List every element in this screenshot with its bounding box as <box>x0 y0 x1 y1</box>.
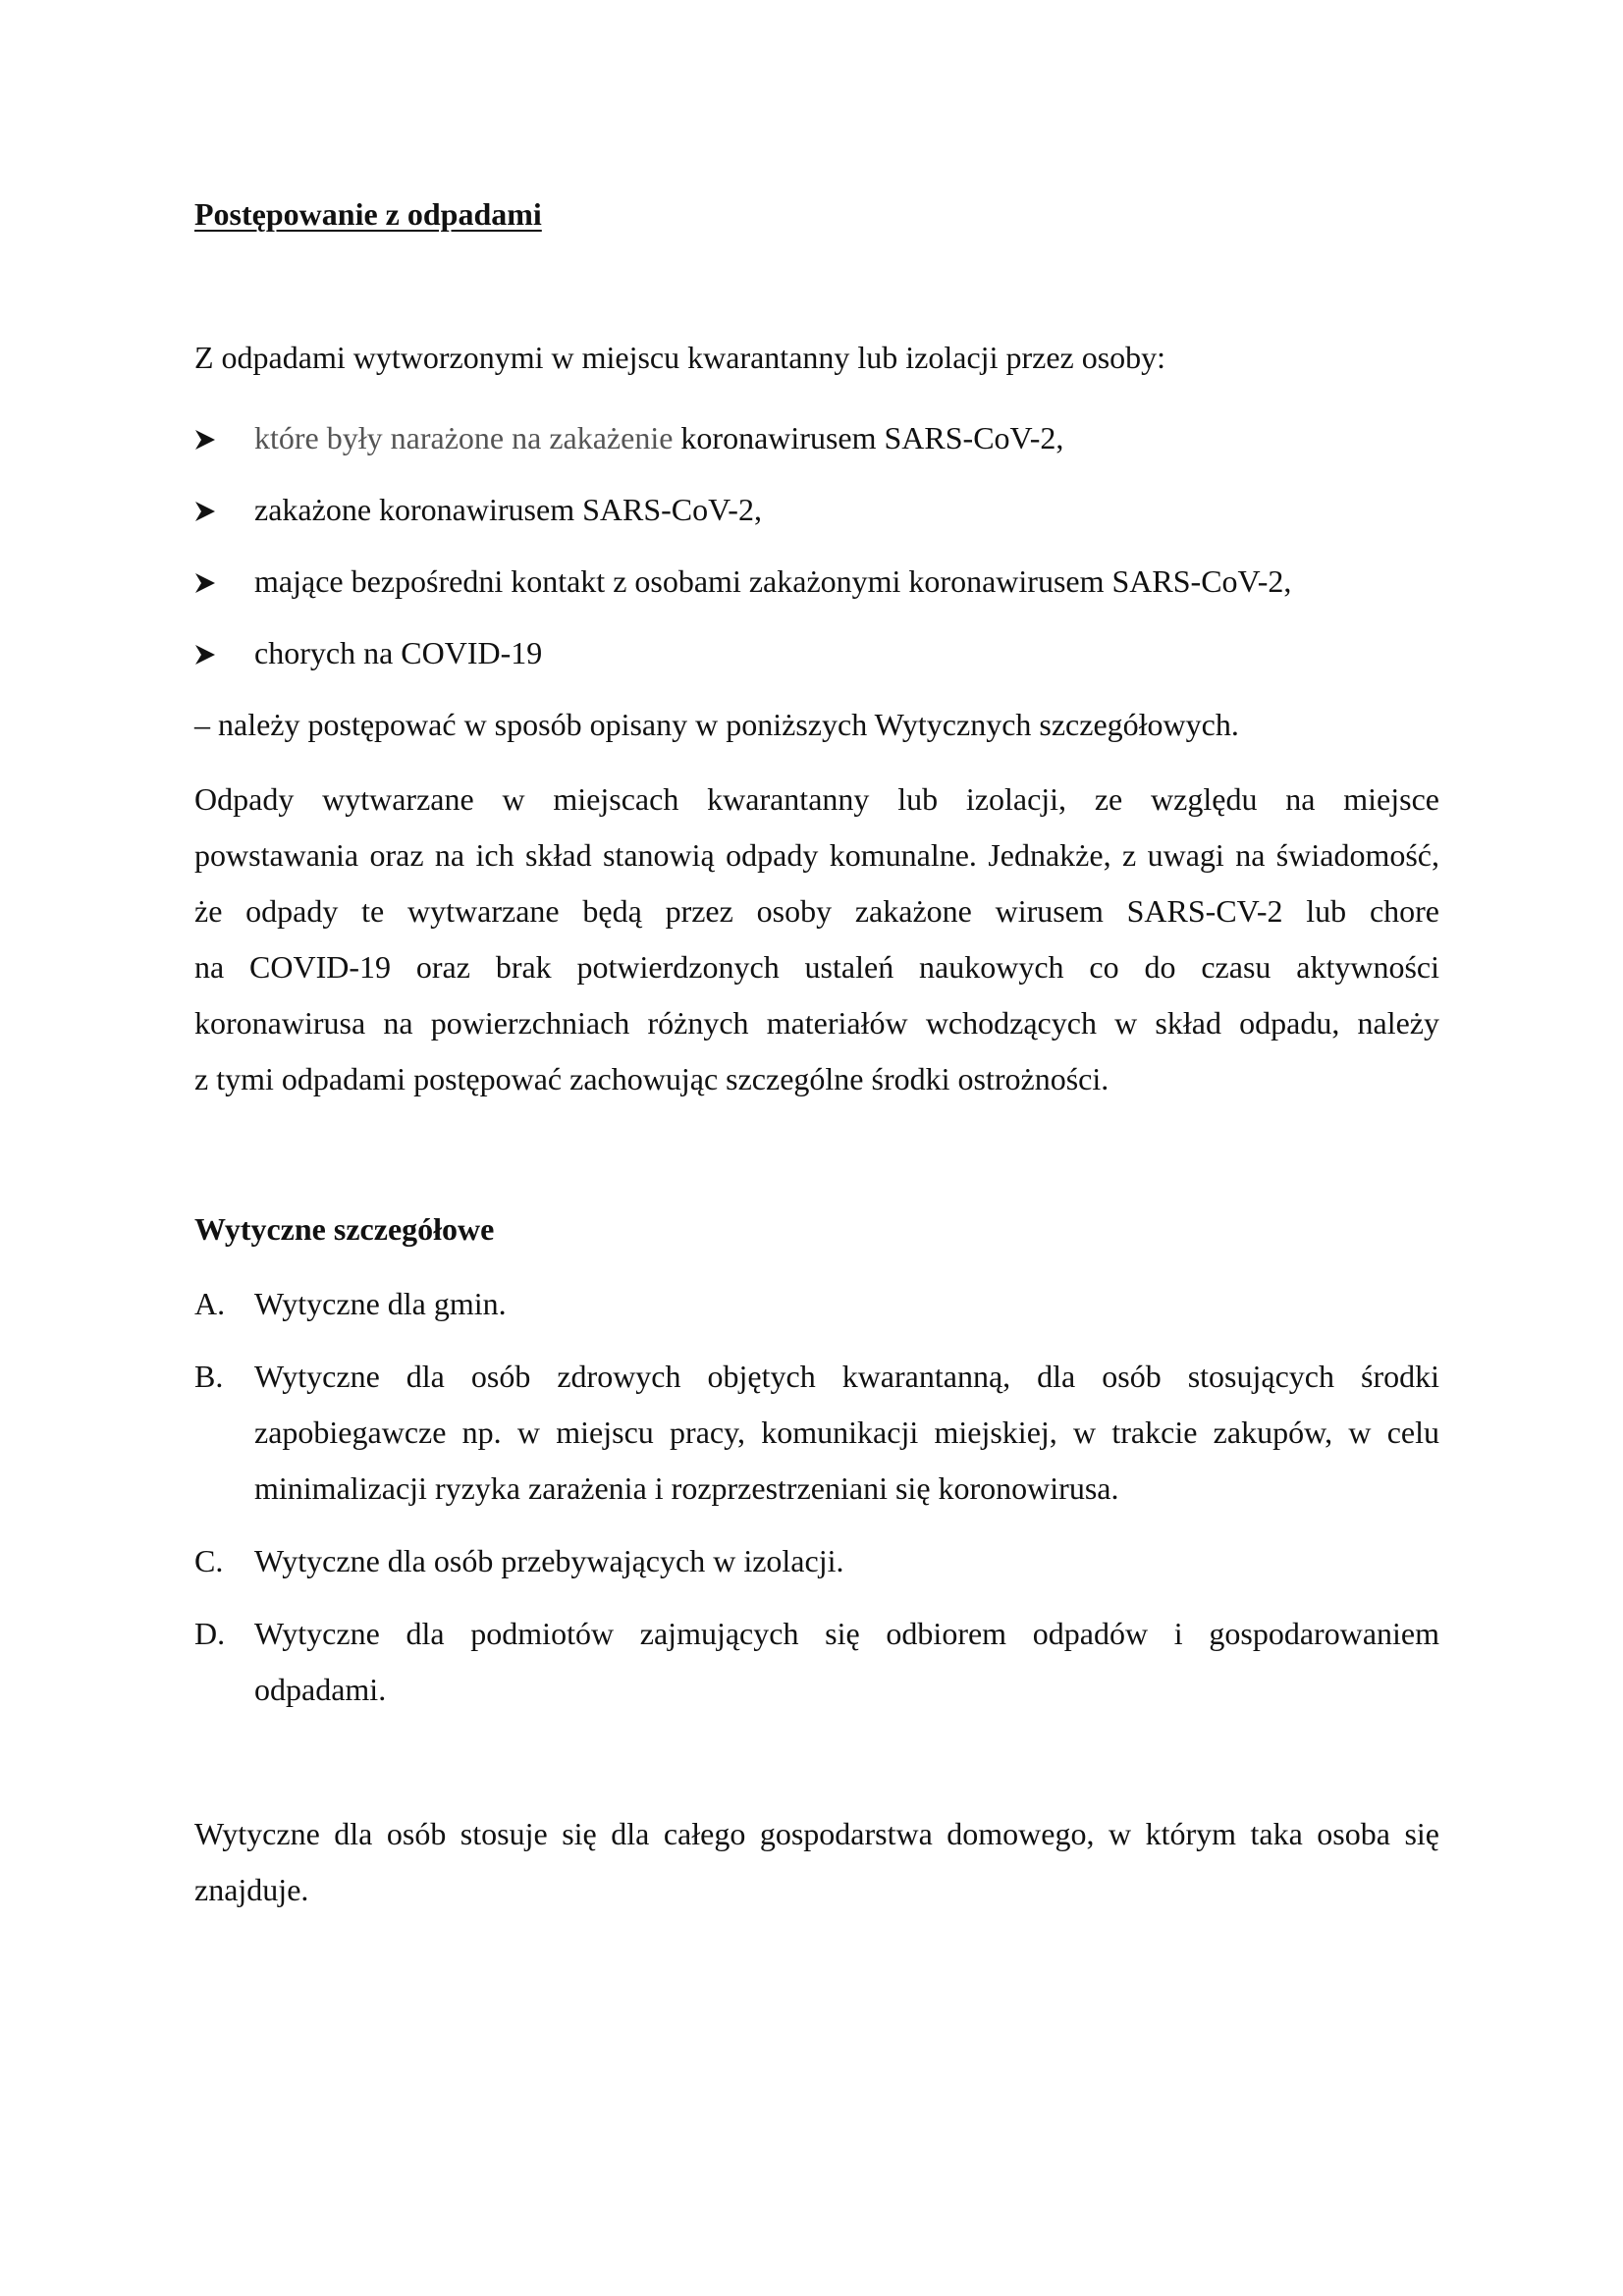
arrowhead-bullet-icon <box>194 644 254 666</box>
paragraph-line: że odpady te wytwarzane będą przez osoby zakażone wirusem SARS-CV-2 lub chore <box>194 893 1439 929</box>
final-line: znajduje. <box>194 1872 309 1907</box>
bullet-text: koronawirusem SARS-CoV-2, <box>673 420 1064 455</box>
guideline-letter: D. <box>194 1616 226 1651</box>
main-paragraph <box>194 772 1439 1107</box>
guideline-line: Wytyczne dla podmiotów zajmujących się odbiorem odpadów i gospodarowaniem <box>254 1616 1439 1651</box>
bullet-text: chorych na COVID-19 <box>254 635 543 670</box>
guideline-line: odpadami. <box>254 1672 387 1707</box>
paragraph-line: na COVID-19 oraz brak potwierdzonych ustaleń naukowych co do czasu aktywności <box>194 949 1439 985</box>
guideline-item-a <box>194 1276 1439 1332</box>
bullet-item <box>194 546 1439 617</box>
arrowhead-bullet-icon <box>194 429 254 451</box>
paragraph-line: koronawirusa na powierzchniach różnych materiałów wchodzących w skład odpadu, należy <box>194 1005 1439 1041</box>
bullet-item <box>194 402 1439 474</box>
bullet-item <box>194 617 1439 689</box>
guidelines-list <box>194 1276 1439 1735</box>
guideline-line: Wytyczne dla osób zdrowych objętych kwarantanną, dla osób stosujących środki <box>254 1359 1439 1394</box>
bullet-list <box>194 402 1439 689</box>
paragraph-line: powstawania oraz na ich skład stanowią odpady komunalne. Jednakże, z uwagi na świadomość, <box>194 837 1439 873</box>
bullet-item <box>194 474 1439 546</box>
arrowhead-bullet-icon <box>194 501 254 522</box>
document-title: Postępowanie z odpadami <box>194 196 542 232</box>
guideline-letter: A. <box>194 1286 226 1321</box>
guideline-item-c <box>194 1533 1439 1589</box>
guideline-item-b <box>194 1349 1439 1517</box>
final-line: Wytyczne dla osób stosuje się dla całego gospodarstwa domowego, w którym taka osoba się <box>194 1816 1439 1851</box>
guideline-line: minimalizacji ryzyka zarażenia i rozprzestrzeniani się koronowirusa. <box>254 1470 1119 1506</box>
guideline-line: zapobiegawcze np. w miejscu pracy, komunikacji miejskiej, w trakcie zakupów, w celu <box>254 1415 1439 1450</box>
bullet-gray-text: które były narażone na zakażenie <box>254 420 674 455</box>
guideline-line: Wytyczne dla gmin. <box>254 1286 507 1321</box>
closing-text: – należy postępować w sposób opisany w poniższych Wytycznych szczegółowych. <box>194 707 1239 742</box>
paragraph-line: z tymi odpadami postępować zachowując szczególne środki ostrożności. <box>194 1061 1109 1096</box>
bullet-text: zakażone koronawirusem SARS-CoV-2, <box>254 492 762 527</box>
intro-text: Z odpadami wytworzonymi w miejscu kwarantanny lub izolacji przez osoby: <box>194 340 1166 375</box>
bullet-text: mające bezpośredni kontakt z osobami zakażonymi koronawirusem SARS-CoV-2, <box>254 563 1292 599</box>
arrowhead-bullet-icon <box>194 572 254 594</box>
guideline-line: Wytyczne dla osób przebywających w izolacji. <box>254 1543 844 1578</box>
guideline-item-d <box>194 1606 1439 1718</box>
paragraph-line: Odpady wytwarzane w miejscach kwarantanny lub izolacji, ze względu na miejsce <box>194 781 1439 817</box>
section-title: Wytyczne szczegółowe <box>194 1211 495 1247</box>
guideline-letter: B. <box>194 1359 224 1394</box>
final-paragraph <box>194 1806 1439 1918</box>
guideline-letter: C. <box>194 1543 224 1578</box>
